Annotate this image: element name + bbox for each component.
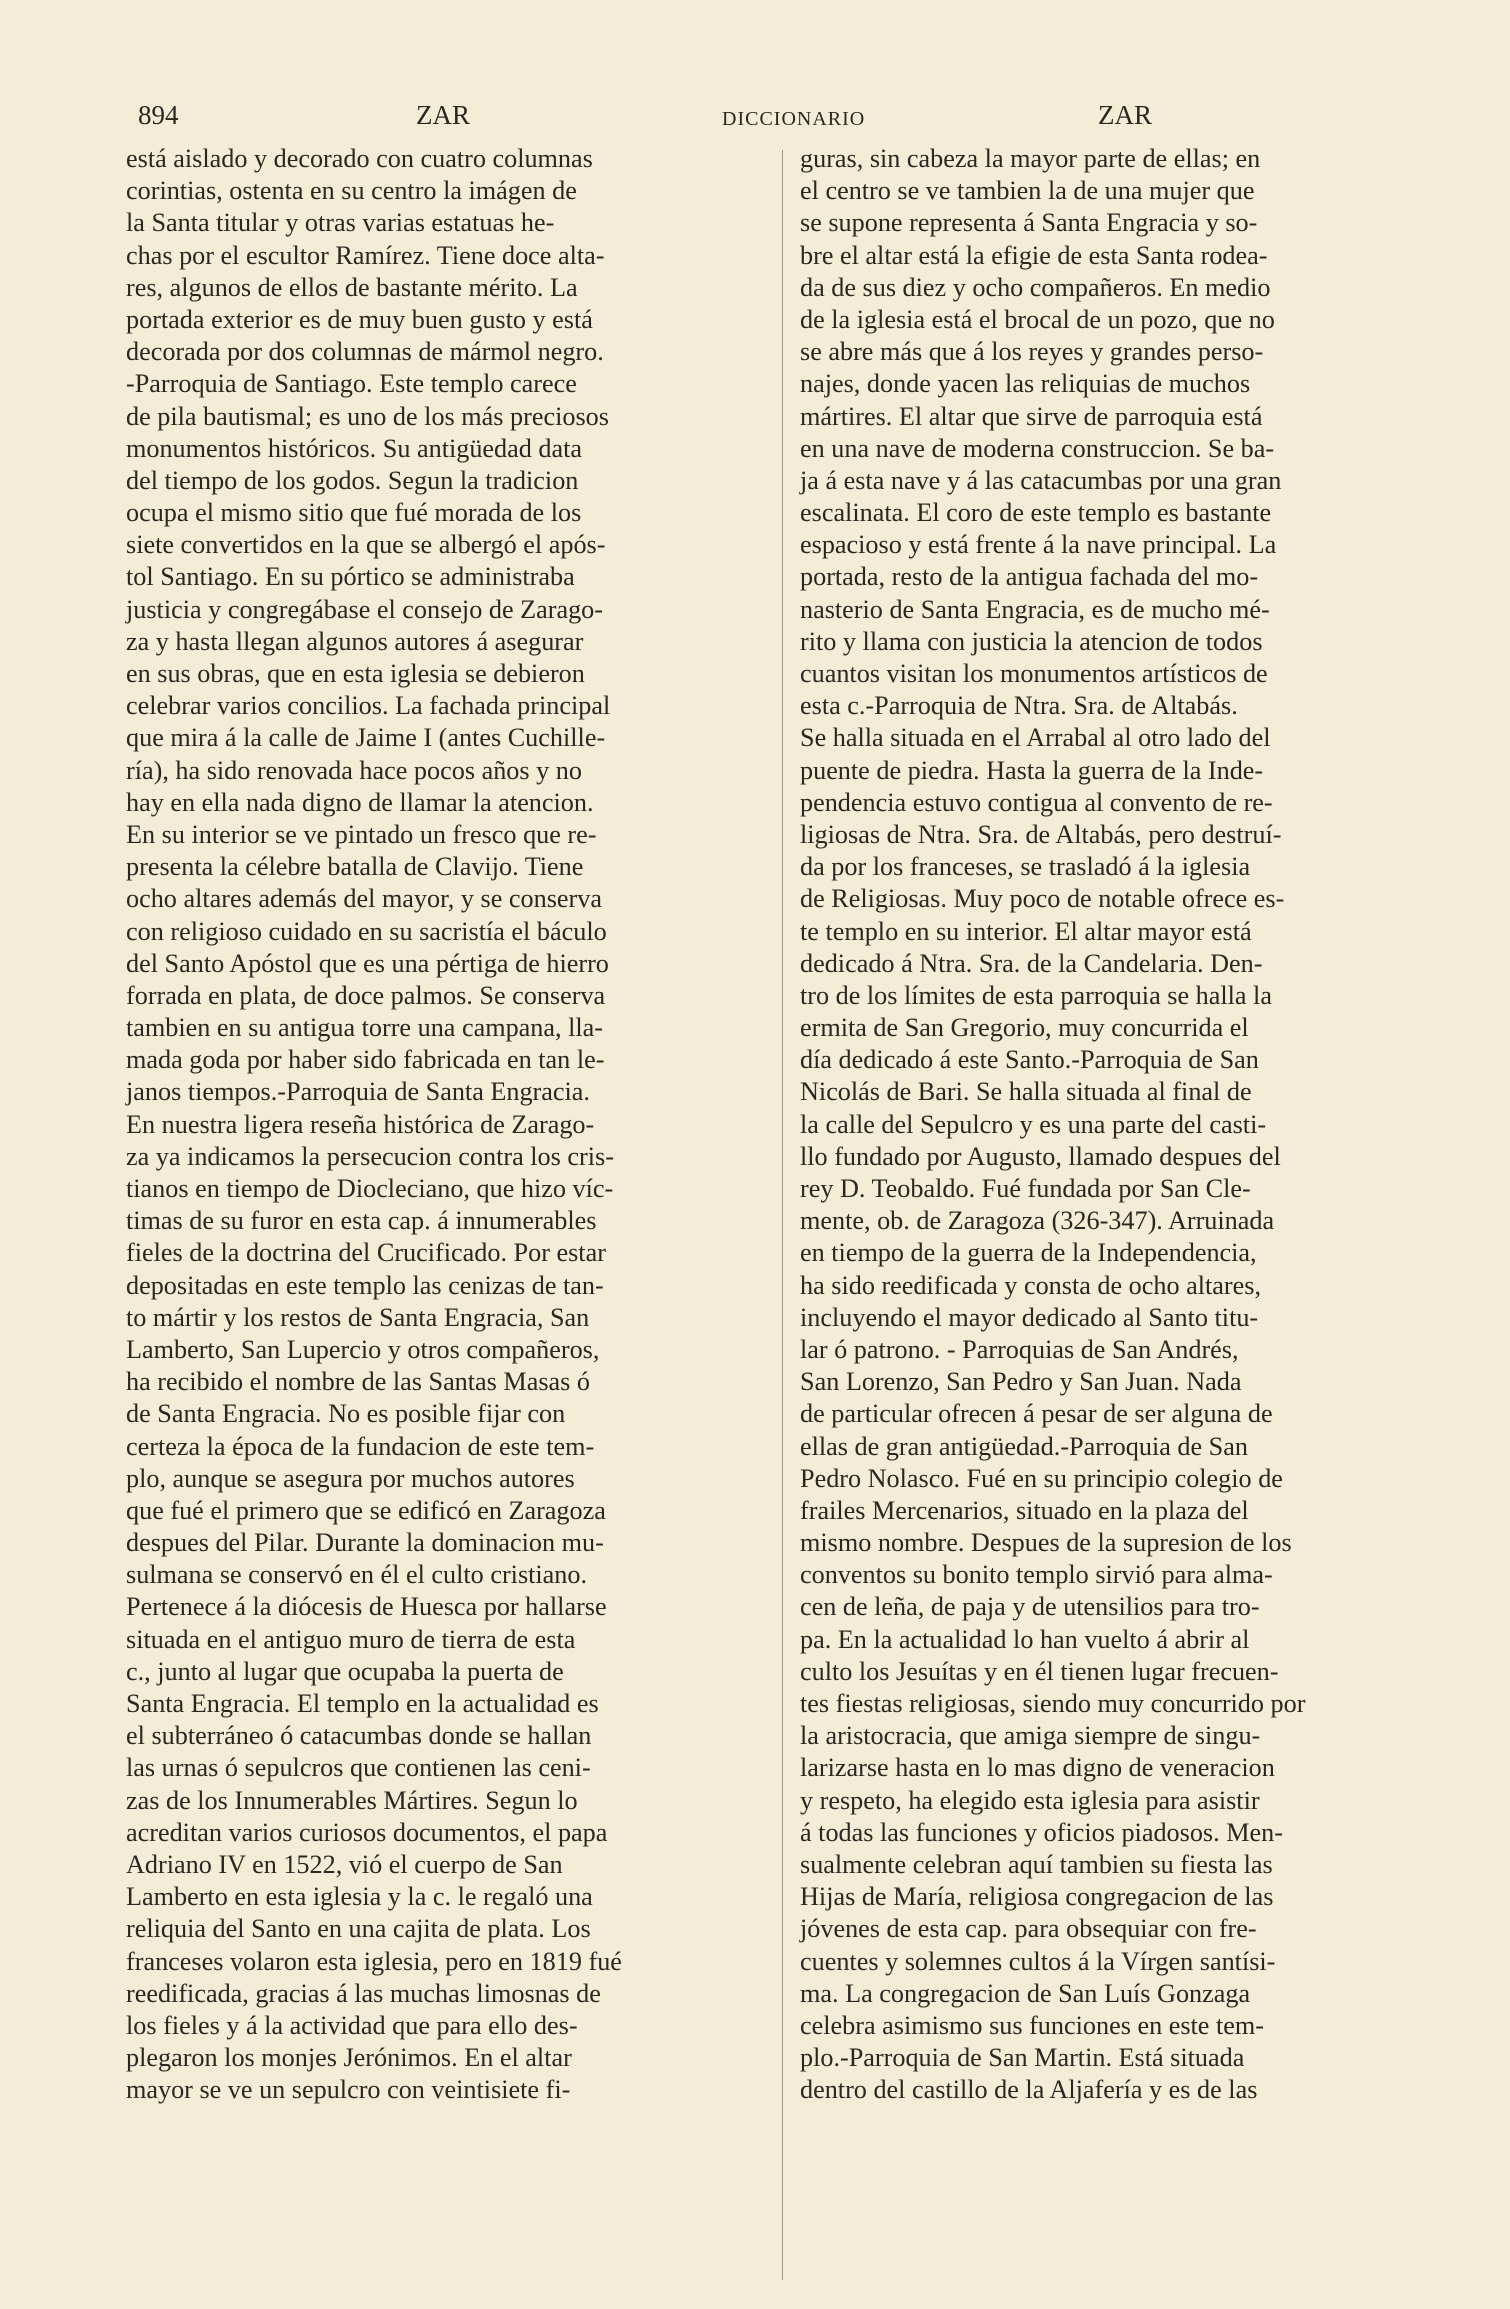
text-line: y respeto, ha elegido esta iglesia para asistir	[800, 1785, 1260, 1815]
text-line: en una nave de moderna construccion. Se ba-	[800, 433, 1275, 463]
text-line: la calle del Sepulcro y es una parte del casti-	[800, 1109, 1267, 1139]
page-number: 894	[138, 100, 179, 130]
text-line: reedificada, gracias á las muchas limosnas de	[126, 1978, 601, 2008]
text-line: se supone representa á Santa Engracia y so-	[800, 208, 1258, 238]
text-line: hay en ella nada digno de llamar la atencion.	[126, 787, 594, 817]
left-column	[126, 143, 756, 2106]
text-line: escalinata. El coro de este templo es bastante	[800, 498, 1272, 528]
text-line: Lamberto, San Lupercio y otros compañeros,	[126, 1334, 600, 1364]
header-center-title: DICCIONARIO	[722, 108, 866, 130]
text-line: el centro se ve tambien la de una mujer que	[800, 176, 1255, 206]
text-line: ermita de San Gregorio, muy concurrida el	[800, 1013, 1249, 1043]
text-line: sualmente celebran aquí tambien su fiesta las	[800, 1849, 1273, 1879]
text-line: está aislado y decorado con cuatro columnas	[126, 144, 593, 173]
text-line: celebra asimismo sus funciones en este tem-	[800, 2010, 1264, 2040]
text-line: que fué el primero que se edificó en Zaragoza	[126, 1495, 606, 1525]
text-line: Lamberto en esta iglesia y la c. le regaló una	[126, 1882, 593, 1912]
text-line: tro de los límites de esta parroquia se halla la	[800, 980, 1272, 1010]
text-line: llo fundado por Augusto, llamado despues del	[800, 1141, 1281, 1171]
text-line: nasterio de Santa Engracia, es de mucho mé-	[800, 594, 1270, 624]
text-line: sulmana se conservó en él el culto cristiano.	[126, 1560, 588, 1590]
text-line: certeza la época de la fundacion de este tem-	[126, 1431, 595, 1461]
text-line: ocho altares además del mayor, y se conserva	[126, 884, 602, 914]
text-line: najes, donde yacen las reliquias de muchos	[800, 369, 1251, 399]
text-line: que mira á la calle de Jaime I (antes Cuchille-	[126, 723, 606, 753]
text-line: chas por el escultor Ramírez. Tiene doce alta-	[126, 240, 605, 270]
text-line: tianos en tiempo de Diocleciano, que hizo víc-	[126, 1174, 614, 1203]
text-line: á todas las funciones y oficios piadosos. Men-	[800, 1817, 1283, 1847]
text-line: janos tiempos.-Parroquia de Santa Engracia.	[126, 1077, 590, 1107]
header-left-title: ZAR	[416, 100, 470, 130]
text-line: za y hasta llegan algunos autores á asegurar	[126, 626, 584, 656]
text-line: jóvenes de esta cap. para obsequiar con fre-	[800, 1914, 1257, 1944]
text-line: incluyendo el mayor dedicado al Santo titu-	[800, 1302, 1259, 1332]
text-line: da de sus diez y ocho compañeros. En medio	[800, 272, 1271, 302]
text-line: pa. En la actualidad lo han vuelto á abrir al	[800, 1624, 1250, 1654]
text-line: las urnas ó sepulcros que contienen las ceni-	[126, 1753, 591, 1783]
text-line: esta c.-Parroquia de Ntra. Sra. de Altabás.	[800, 691, 1238, 721]
text-line: portada, resto de la antigua fachada del mo-	[800, 562, 1259, 592]
text-line: mada goda por haber sido fabricada en tan le-	[126, 1045, 605, 1075]
text-line: Santa Engracia. El templo en la actualidad es	[126, 1689, 599, 1718]
text-line: rey D. Teobaldo. Fué fundada por San Cle-	[800, 1174, 1251, 1203]
text-line: presenta la célebre batalla de Clavijo. Tiene	[126, 852, 584, 882]
text-line: la Santa titular y otras varias estatuas he-	[126, 208, 555, 238]
text-line: ma. La congregacion de San Luís Gonzaga	[800, 1978, 1251, 2008]
text-line: guras, sin cabeza la mayor parte de ellas; en	[800, 144, 1261, 173]
text-line: franceses volaron esta iglesia, pero en 1819 fué	[126, 1946, 622, 1976]
text-line: de Religiosas. Muy poco de notable ofrece es-	[800, 884, 1285, 914]
text-line: plo, aunque se asegura por muchos autores	[126, 1463, 575, 1493]
text-line: ha sido reedificada y consta de ocho altares,	[800, 1270, 1261, 1300]
text-line: Adriano IV en 1522, vió el cuerpo de San	[126, 1849, 563, 1879]
text-line: ría), ha sido renovada hace pocos años y no	[126, 755, 582, 785]
page-header	[132, 100, 1442, 140]
text-line: de Santa Engracia. No es posible fijar con	[126, 1399, 566, 1429]
text-line: siete convertidos en la que se albergó el após-	[126, 530, 606, 560]
text-line: del tiempo de los godos. Segun la tradicion	[126, 465, 579, 495]
text-line: cen de leña, de paja y de utensilios para tro-	[800, 1592, 1260, 1622]
text-line: Se halla situada en el Arrabal al otro lado del	[800, 723, 1271, 753]
text-line: rito y llama con justicia la atencion de todos	[800, 626, 1263, 656]
text-line: ha recibido el nombre de las Santas Masas ó	[126, 1367, 590, 1397]
text-line: día dedicado á este Santo.-Parroquia de San	[800, 1045, 1259, 1075]
text-line: En nuestra ligera reseña histórica de Zarago-	[126, 1109, 595, 1139]
text-line: ocupa el mismo sitio que fué morada de los	[126, 498, 582, 528]
text-line: justicia y congregábase el consejo de Zarago-	[126, 594, 603, 624]
text-line: Pertenece á la diócesis de Huesca por hallarse	[126, 1592, 607, 1622]
text-line: tol Santiago. En su pórtico se administraba	[126, 562, 575, 592]
text-line: En su interior se ve pintado un fresco que re-	[126, 819, 597, 849]
text-line: forrada en plata, de doce palmos. Se conserva	[126, 980, 606, 1010]
text-line: timas de su furor en esta cap. á innumerables	[126, 1206, 597, 1236]
text-line: celebrar varios concilios. La fachada principal	[126, 691, 611, 721]
text-line: lar ó patrono. - Parroquias de San Andrés,	[800, 1334, 1239, 1364]
text-line: larizarse hasta en lo mas digno de veneracion	[800, 1753, 1275, 1783]
text-line: frailes Mercenarios, situado en la plaza del	[800, 1495, 1249, 1525]
text-line: portada exterior es de muy buen gusto y está	[126, 304, 593, 334]
text-line: del Santo Apóstol que es una pértiga de hierro	[126, 948, 609, 978]
text-line: dedicado á Ntra. Sra. de la Candelaria. Den-	[800, 948, 1263, 978]
text-line: Nicolás de Bari. Se halla situada al final de	[800, 1077, 1252, 1107]
text-line: se abre más que á los reyes y grandes perso-	[800, 337, 1264, 367]
text-line: fieles de la doctrina del Crucificado. Por estar	[126, 1238, 606, 1268]
text-line: culto los Jesuítas y en él tienen lugar frecuen-	[800, 1656, 1279, 1686]
text-line: c., junto al lugar que ocupaba la puerta de	[126, 1656, 564, 1686]
text-line: despues del Pilar. Durante la dominacion mu-	[126, 1528, 604, 1558]
text-line: mártires. El altar que sirve de parroquia está	[800, 401, 1263, 431]
text-line: de particular ofrecen á pesar de ser alguna de	[800, 1399, 1273, 1429]
text-line: espacioso y está frente á la nave principal. La	[800, 530, 1277, 560]
text-line: puente de piedra. Hasta la guerra de la Inde-	[800, 755, 1264, 785]
text-line: ellas de gran antigüedad.-Parroquia de San	[800, 1431, 1248, 1461]
text-line: tes fiestas religiosas, siendo muy concurrido por	[800, 1689, 1306, 1718]
text-line: Hijas de María, religiosa congregacion de las	[800, 1882, 1274, 1912]
text-line: mayor se ve un sepulcro con veintisiete fi-	[126, 2075, 571, 2105]
text-line: mismo nombre. Despues de la supresion de los	[800, 1528, 1292, 1558]
text-line: ja á esta nave y á las catacumbas por una gran	[800, 465, 1282, 495]
text-line: bre el altar está la efigie de esta Santa rodea-	[800, 240, 1268, 270]
text-line: San Lorenzo, San Pedro y San Juan. Nada	[800, 1367, 1242, 1397]
text-line: za ya indicamos la persecucion contra los cris-	[126, 1141, 614, 1171]
text-line: to mártir y los restos de Santa Engracia, San	[126, 1302, 590, 1332]
text-line: depositadas en este templo las cenizas de tan-	[126, 1270, 604, 1300]
text-line: -Parroquia de Santiago. Este templo carece	[126, 369, 577, 399]
column-divider	[782, 150, 783, 2280]
text-line: la aristocracia, que amiga siempre de singu-	[800, 1721, 1261, 1751]
text-line: el subterráneo ó catacumbas donde se hallan	[126, 1721, 592, 1751]
text-line: situada en el antiguo muro de tierra de esta	[126, 1624, 576, 1654]
text-line: cuentes y solemnes cultos á la Vírgen santísi-	[800, 1946, 1276, 1976]
text-line: te templo en su interior. El altar mayor está	[800, 916, 1252, 946]
text-line: mente, ob. de Zaragoza (326-347). Arruinada	[800, 1206, 1275, 1236]
text-line: dentro del castillo de la Aljafería y es de las	[800, 2075, 1258, 2105]
text-line: en sus obras, que en esta iglesia se debieron	[126, 659, 585, 688]
text-line: plo.-Parroquia de San Martin. Está situada	[800, 2043, 1245, 2073]
text-line: res, algunos de ellos de bastante mérito. La	[126, 272, 578, 302]
text-line: corintias, ostenta en su centro la imágen de	[126, 176, 577, 206]
text-line: de pila bautismal; es uno de los más preciosos	[126, 401, 609, 431]
text-line: acreditan varios curiosos documentos, el papa	[126, 1817, 608, 1847]
text-line: da por los franceses, se trasladó á la iglesia	[800, 852, 1251, 882]
text-line: pendencia estuvo contigua al convento de re-	[800, 787, 1273, 817]
text-line: tambien en su antigua torre una campana, lla-	[126, 1013, 604, 1043]
text-line: los fieles y á la actividad que para ello des-	[126, 2010, 578, 2040]
text-line: conventos su bonito templo sirvió para alma-	[800, 1560, 1273, 1590]
text-line: decorada por dos columnas de mármol negro.	[126, 337, 604, 367]
text-line: de la iglesia está el brocal de un pozo, que no	[800, 304, 1275, 334]
text-line: reliquia del Santo en una cajita de plata. Los	[126, 1914, 591, 1944]
right-column	[800, 143, 1430, 2106]
text-line: en tiempo de la guerra de la Independencia,	[800, 1238, 1257, 1268]
text-line: plegaron los monjes Jerónimos. En el altar	[126, 2043, 572, 2073]
text-line: cuantos visitan los monumentos artísticos de	[800, 659, 1268, 688]
text-line: ligiosas de Ntra. Sra. de Altabás, pero destruí-	[800, 819, 1282, 849]
text-line: Pedro Nolasco. Fué en su principio colegio de	[800, 1463, 1283, 1493]
header-right-title: ZAR	[1098, 100, 1152, 130]
text-line: monumentos históricos. Su antigüedad data	[126, 433, 583, 463]
text-line: zas de los Innumerables Mártires. Segun lo	[126, 1785, 578, 1815]
text-line: con religioso cuidado en su sacristía el báculo	[126, 916, 607, 946]
